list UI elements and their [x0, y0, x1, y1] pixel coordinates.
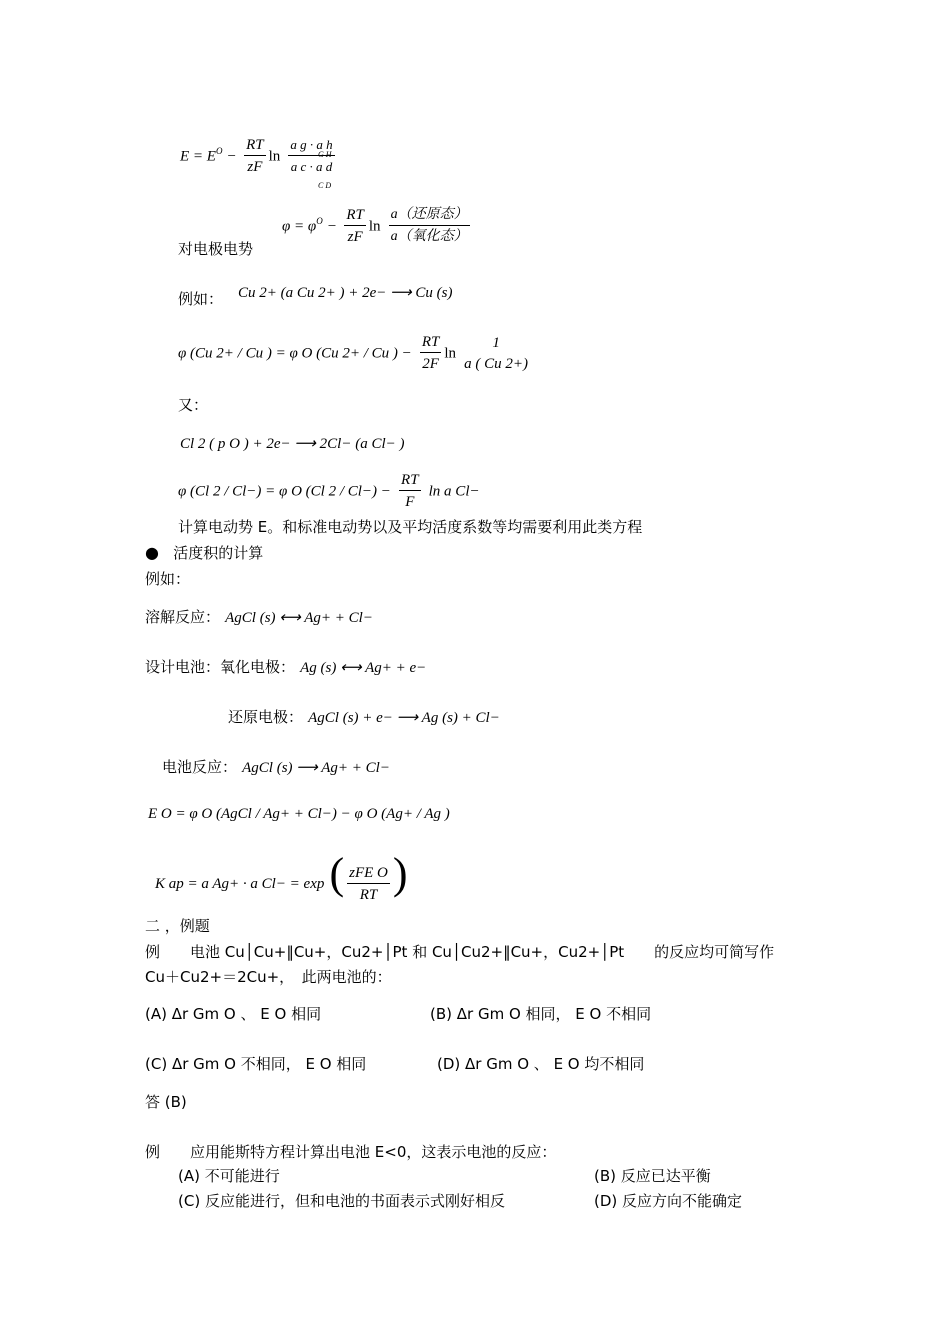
- chlorine-potential-equation: φ (Cl 2 / Cl−) = φ O (Cl 2 / Cl−) − $\frac{RT}{F}$ ln a Cl−: [178, 472, 480, 510]
- chlorine-reaction: Cl 2 ( p O ) + 2e− ⟶ 2Cl− (a Cl− ): [180, 436, 405, 452]
- copper-reaction: Cu 2+ (a Cu 2+ ) + 2e− ⟶ Cu (s): [238, 285, 453, 301]
- nernst-equation-cell: $E = E^O$ − $\frac{RT}{zF}$ ln $\frac{\text{a g · a h}}{\text{a c · a d}}$: [180, 137, 333, 175]
- question2-option-b: (B) 反应已达平衡: [594, 1167, 711, 1185]
- activity-fraction: $\frac{\text{a g · a h}}{\text{a c · a d}}$: [290, 137, 333, 174]
- nernst-equation-electrode: $\varphi = \varphi^O$ − $\frac{RT}{zF}$ ln $\frac{\text{a（还原态）}}{\text{a（氧化态）}}$: [282, 207, 468, 245]
- standard-emf-equation: E O = φ O (AgCl / Ag+ + Cl−) − φ O (Ag+ / Ag ): [148, 806, 450, 822]
- dissolve-reaction: 溶解反应： AgCl (s) ⟷ Ag+ + Cl−: [145, 608, 373, 626]
- question1-option-a: (A) Δr Gm O 、 E O 相同: [145, 1005, 322, 1023]
- example-label: 例如：: [178, 290, 224, 308]
- question2-option-c: (C) 反应能进行，但和电池的书面表示式刚好相反: [178, 1192, 505, 1210]
- question1-option-d: (D) Δr Gm O 、 E O 均不相同: [437, 1055, 645, 1073]
- question1-option-b: (B) Δr Gm O 相同， E O 不相同: [430, 1005, 652, 1023]
- electrode-potential-label: 对电极电势: [178, 240, 254, 258]
- question2-option-a: (A) 不可能进行: [178, 1167, 280, 1185]
- activity-num-subscripts: G H: [318, 150, 332, 159]
- paragraph-emf: 计算电动势 E。和标准电动势以及平均活度系数等均需要利用此类方程: [178, 518, 643, 536]
- activity-den-subscripts: C D: [318, 181, 332, 190]
- solubility-product-equation: K ap = a Ag+ · a Cl− = exp ( $\frac{\text{zFE O}}{RT}$ ): [155, 849, 408, 903]
- question1-line2: Cu＋Cu2+＝2Cu+， 此两电池的：: [145, 968, 392, 986]
- question2-line1: 例 应用能斯特方程计算出电池 E<0，这表示电池的反应：: [145, 1143, 557, 1161]
- example-label-2: 例如：: [145, 570, 191, 588]
- question1-option-c: (C) Δr Gm O 不相同， E O 相同: [145, 1055, 367, 1073]
- section-title: 二 ，例题: [145, 917, 210, 935]
- copper-potential-equation: φ (Cu 2+ / Cu ) = φ O (Cu 2+ / Cu ) − $\frac{RT}{2F}$ ln 1 a ( Cu 2+): [178, 334, 529, 372]
- cell-reaction: 电池反应： AgCl (s) ⟶ Ag+ + Cl−: [162, 758, 390, 776]
- question1-line1: 例 电池 Cu│Cu+‖Cu+，Cu2+│Pt 和 Cu│Cu2+‖Cu+，Cu2+│Pt 的反应均可简写作: [145, 943, 775, 961]
- design-cell-oxidation: 设计电池：氧化电极： Ag (s) ⟷ Ag+ + e−: [145, 658, 427, 676]
- question2-option-d: (D) 反应方向不能确定: [594, 1192, 743, 1210]
- bullet-dot-icon: ●: [145, 543, 159, 562]
- reduction-electrode: 还原电极： AgCl (s) + e− ⟶ Ag (s) + Cl−: [228, 708, 500, 726]
- again-label: 又：: [178, 396, 209, 414]
- rt-zf-fraction: $\frac{RT}{zF}$: [246, 137, 264, 175]
- bullet-item: ● 活度积的计算: [145, 543, 264, 562]
- question1-answer: 答 (B): [145, 1093, 187, 1111]
